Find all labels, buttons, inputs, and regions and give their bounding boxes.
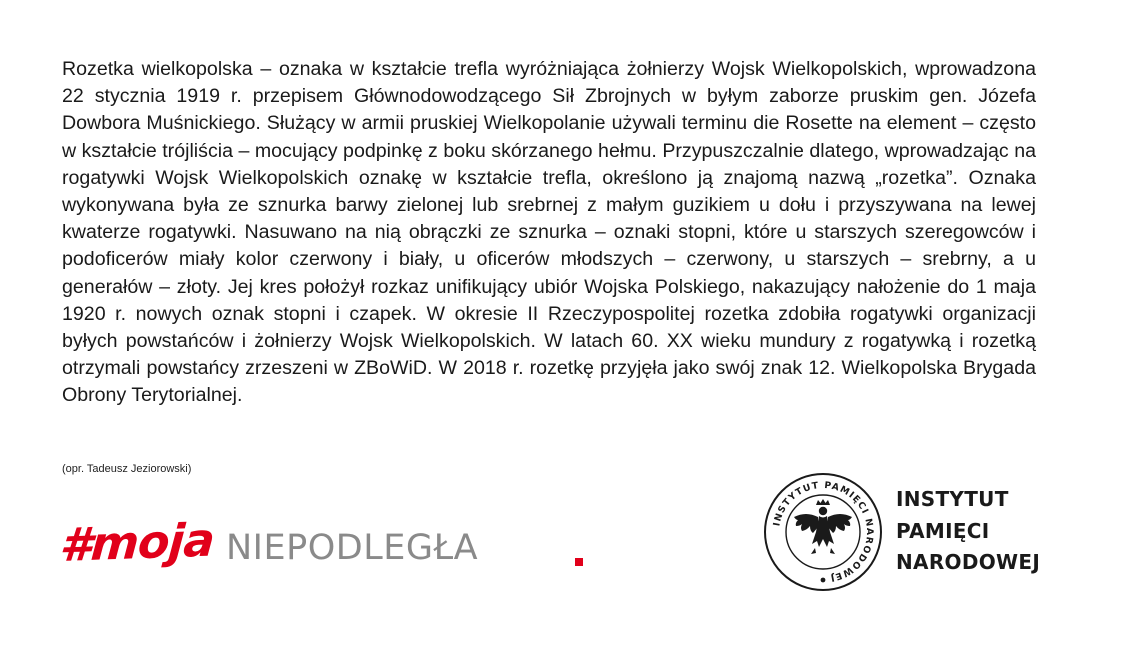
ipn-name-line-1: INSTYTUT xyxy=(896,487,1009,511)
ipn-name xyxy=(896,484,1040,579)
campaign-word: NIEPODLEGŁA xyxy=(226,528,479,568)
author-credit: (opr. Tadeusz Jeziorowski) xyxy=(62,463,192,475)
eagle-seal-icon xyxy=(763,472,883,592)
ipn-name-line-2: PAMIĘCI xyxy=(896,518,990,543)
ipn-name-line-3: NARODOWEJ xyxy=(896,550,1041,574)
campaign-hashtag: #mojа xyxy=(58,512,216,572)
seal-text: INSTYTUT PAMIĘCI NARODOWEJ xyxy=(771,479,876,584)
article-text: Rozetka wielkopolska – oznaka w kształcie trefla wyróżniająca żołnierzy Wojsk Wielkopolskich, wprowadzona 22 stycznia 1919 r. przepisem Głównodowodzącego Sił Zbrojnych w byłym zaborze pruskim gen. Józefa Dowbora Muśnickiego. Służący w armii pruskiej Wielkopolanie używali terminu die Rosette na element – często w kształcie trójliścia – mocujący podpinkę z boku skórzanego hełmu. Przypuszczalnie dlatego, wprowadzając na rogatywki Wojsk Wielkopolskich oznakę w kształcie trefla, określono ją znajomą nazwą „rozetka”. Oznaka wykonywana była ze sznurka barwy zielonej lub srebrnej z małym guzikiem u dołu i przyszywana na lewej kwaterze rogatywki. Nasuwano na nią obrączki ze sznurka – oznaki stopni, które u starszych szeregowców i podoficerów miały kolor czerwony i biały, u oficerów młodszych – czerwony, u starszych – srebrny, a u generałów – złoty. Jej kres położył rozkaz unifikujący ubiór Wojska Polskiego, nakazujący nałożenie do 1 maja 1920 r. nowych oznak stopni i czapek. W okresie II Rzeczypospolitej rozetka zdobiła rogatywki organizacji byłych powstańców i żołnierzy Wojsk Wielkopolskich. W latach 60. XX wieku mundury z rogatywką i rozetką otrzymali powstańcy zrzeszeni w ZBoWiD. W 2018 r. rozetkę przyjęła jako swój znak 12. Wielkopolska Brygada Obrony Terytorialnej. xyxy=(62,58,1036,407)
moja-niepodlegla-logo xyxy=(58,512,540,579)
campaign-dot xyxy=(575,558,583,566)
